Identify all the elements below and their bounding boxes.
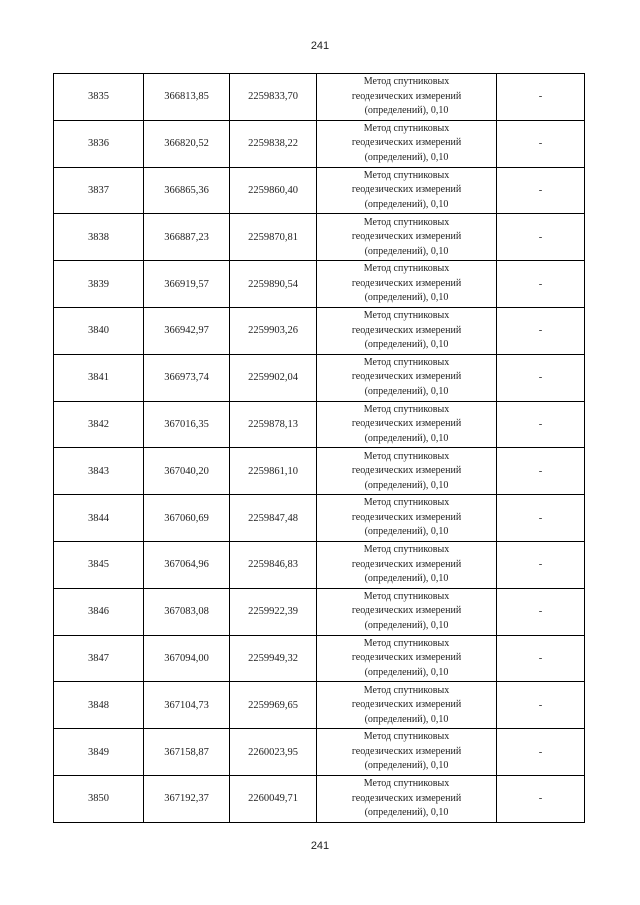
coordinates-table <box>53 73 585 823</box>
note-cell: - <box>497 635 585 682</box>
method-line-3: (определений), 0,10 <box>364 713 449 725</box>
method-cell <box>317 541 497 588</box>
table-row <box>54 775 585 822</box>
point-number-cell: 3846 <box>54 588 144 635</box>
coordinates-table-body <box>54 74 585 823</box>
method-cell <box>317 448 497 495</box>
table-row <box>54 541 585 588</box>
method-line-2: геодезических измерений <box>351 745 462 757</box>
table-row <box>54 261 585 308</box>
method-line-2: геодезических измерений <box>351 511 462 523</box>
table-row <box>54 635 585 682</box>
note-cell: - <box>497 167 585 214</box>
method-line-3: (определений), 0,10 <box>364 105 449 117</box>
method-line-1: Метод спутниковых <box>363 216 450 228</box>
method-cell <box>317 682 497 729</box>
method-line-2: геодезических измерений <box>351 184 462 196</box>
method-line-3: (определений), 0,10 <box>364 619 449 631</box>
x-coordinate-cell: 367158,87 <box>144 729 230 776</box>
method-line-3: (определений), 0,10 <box>364 245 449 257</box>
note-cell: - <box>497 261 585 308</box>
method-line-2: геодезических измерений <box>351 652 462 664</box>
method-line-2: геодезических измерений <box>351 558 462 570</box>
method-line-2: геодезических измерений <box>351 324 462 336</box>
x-coordinate-cell: 367104,73 <box>144 682 230 729</box>
y-coordinate-cell: 2259890,54 <box>230 261 317 308</box>
point-number-cell: 3849 <box>54 729 144 776</box>
method-line-3: (определений), 0,10 <box>364 151 449 163</box>
method-line-3: (определений), 0,10 <box>364 666 449 678</box>
x-coordinate-cell: 366820,52 <box>144 120 230 167</box>
note-cell: - <box>497 120 585 167</box>
note-cell: - <box>497 74 585 121</box>
method-line-1: Метод спутниковых <box>363 590 450 602</box>
point-number-cell: 3844 <box>54 495 144 542</box>
method-line-2: геодезических измерений <box>351 792 462 804</box>
method-line-3: (определений), 0,10 <box>364 198 449 210</box>
method-line-1: Метод спутниковых <box>363 263 450 275</box>
table-row <box>54 588 585 635</box>
point-number-cell: 3845 <box>54 541 144 588</box>
point-number-cell: 3838 <box>54 214 144 261</box>
method-line-2: геодезических измерений <box>351 137 462 149</box>
x-coordinate-cell: 366973,74 <box>144 354 230 401</box>
y-coordinate-cell: 2259902,04 <box>230 354 317 401</box>
x-coordinate-cell: 367094,00 <box>144 635 230 682</box>
table-row <box>54 401 585 448</box>
method-line-1: Метод спутниковых <box>363 778 450 790</box>
point-number-cell: 3847 <box>54 635 144 682</box>
x-coordinate-cell: 366942,97 <box>144 307 230 354</box>
note-cell: - <box>497 775 585 822</box>
table-row <box>54 448 585 495</box>
note-cell: - <box>497 401 585 448</box>
note-cell: - <box>497 729 585 776</box>
method-line-3: (определений), 0,10 <box>364 432 449 444</box>
method-line-1: Метод спутниковых <box>363 356 450 368</box>
page-number-top: 241 <box>310 40 330 52</box>
method-cell <box>317 495 497 542</box>
x-coordinate-cell: 367064,96 <box>144 541 230 588</box>
method-line-2: геодезических измерений <box>351 277 462 289</box>
point-number-cell: 3835 <box>54 74 144 121</box>
table-row <box>54 74 585 121</box>
point-number-cell: 3837 <box>54 167 144 214</box>
method-line-2: геодезических измерений <box>351 418 462 430</box>
method-line-2: геодезических измерений <box>351 465 462 477</box>
method-line-2: геодезических измерений <box>351 231 462 243</box>
point-number-cell: 3836 <box>54 120 144 167</box>
method-line-3: (определений), 0,10 <box>364 479 449 491</box>
note-cell: - <box>497 307 585 354</box>
method-cell <box>317 729 497 776</box>
method-line-1: Метод спутниковых <box>363 403 450 415</box>
method-cell <box>317 635 497 682</box>
y-coordinate-cell: 2259969,65 <box>230 682 317 729</box>
method-line-3: (определений), 0,10 <box>364 573 449 585</box>
y-coordinate-cell: 2259846,83 <box>230 541 317 588</box>
method-line-2: геодезических измерений <box>351 371 462 383</box>
x-coordinate-cell: 366813,85 <box>144 74 230 121</box>
note-cell: - <box>497 682 585 729</box>
table-row <box>54 682 585 729</box>
x-coordinate-cell: 367040,20 <box>144 448 230 495</box>
method-line-1: Метод спутниковых <box>363 544 450 556</box>
method-cell <box>317 588 497 635</box>
method-line-3: (определений), 0,10 <box>364 292 449 304</box>
method-line-1: Метод спутниковых <box>363 310 450 322</box>
note-cell: - <box>497 541 585 588</box>
y-coordinate-cell: 2259922,39 <box>230 588 317 635</box>
method-cell <box>317 214 497 261</box>
note-cell: - <box>497 214 585 261</box>
method-line-3: (определений), 0,10 <box>364 385 449 397</box>
note-cell: - <box>497 354 585 401</box>
method-line-1: Метод спутниковых <box>363 169 450 181</box>
method-cell <box>317 167 497 214</box>
method-cell <box>317 261 497 308</box>
method-line-2: геодезических измерений <box>351 699 462 710</box>
y-coordinate-cell: 2259949,32 <box>230 635 317 682</box>
method-line-1: Метод спутниковых <box>363 637 450 649</box>
point-number-cell: 3841 <box>54 354 144 401</box>
y-coordinate-cell: 2259838,22 <box>230 120 317 167</box>
y-coordinate-cell: 2259878,13 <box>230 401 317 448</box>
method-line-1: Метод спутниковых <box>363 76 450 88</box>
x-coordinate-cell: 366865,36 <box>144 167 230 214</box>
method-line-2: геодезических измерений <box>351 605 462 617</box>
y-coordinate-cell: 2259870,81 <box>230 214 317 261</box>
note-cell: - <box>497 448 585 495</box>
point-number-cell: 3840 <box>54 307 144 354</box>
y-coordinate-cell: 2259861,10 <box>230 448 317 495</box>
note-cell: - <box>497 588 585 635</box>
y-coordinate-cell: 2259847,48 <box>230 495 317 542</box>
table-row <box>54 495 585 542</box>
table-row <box>54 167 585 214</box>
y-coordinate-cell: 2259903,26 <box>230 307 317 354</box>
page-number-bottom: 241 <box>310 840 330 852</box>
method-line-3: (определений), 0,10 <box>364 760 449 772</box>
x-coordinate-cell: 366887,23 <box>144 214 230 261</box>
y-coordinate-cell: 2259860,40 <box>230 167 317 214</box>
method-line-3: (определений), 0,10 <box>364 526 449 538</box>
point-number-cell: 3842 <box>54 401 144 448</box>
method-cell <box>317 74 497 121</box>
y-coordinate-cell: 2259833,70 <box>230 74 317 121</box>
method-line-1: Метод спутниковых <box>363 450 450 462</box>
x-coordinate-cell: 367083,08 <box>144 588 230 635</box>
x-coordinate-cell: 367060,69 <box>144 495 230 542</box>
method-cell <box>317 401 497 448</box>
y-coordinate-cell: 2260023,95 <box>230 729 317 776</box>
table-row <box>54 354 585 401</box>
table-row <box>54 120 585 167</box>
method-cell <box>317 120 497 167</box>
method-line-1: Метод спутниковых <box>363 684 450 696</box>
method-line-1: Метод спутниковых <box>363 497 450 509</box>
method-line-2: геодезических измерений <box>351 90 462 102</box>
method-cell <box>317 354 497 401</box>
table-row <box>54 214 585 261</box>
table-row <box>54 729 585 776</box>
method-line-3: (определений), 0,10 <box>364 339 449 351</box>
x-coordinate-cell: 367192,37 <box>144 775 230 822</box>
point-number-cell: 3839 <box>54 261 144 308</box>
method-line-1: Метод спутниковых <box>363 731 450 743</box>
method-line-3: (определений), 0,10 <box>364 807 449 819</box>
x-coordinate-cell: 366919,57 <box>144 261 230 308</box>
note-cell: - <box>497 495 585 542</box>
point-number-cell: 3843 <box>54 448 144 495</box>
x-coordinate-cell: 367016,35 <box>144 401 230 448</box>
table-row <box>54 307 585 354</box>
y-coordinate-cell: 2260049,71 <box>230 775 317 822</box>
point-number-cell: 3848 <box>54 682 144 729</box>
method-cell <box>317 307 497 354</box>
method-cell <box>317 775 497 822</box>
method-line-1: Метод спутниковых <box>363 122 450 134</box>
point-number-cell: 3850 <box>54 775 144 822</box>
